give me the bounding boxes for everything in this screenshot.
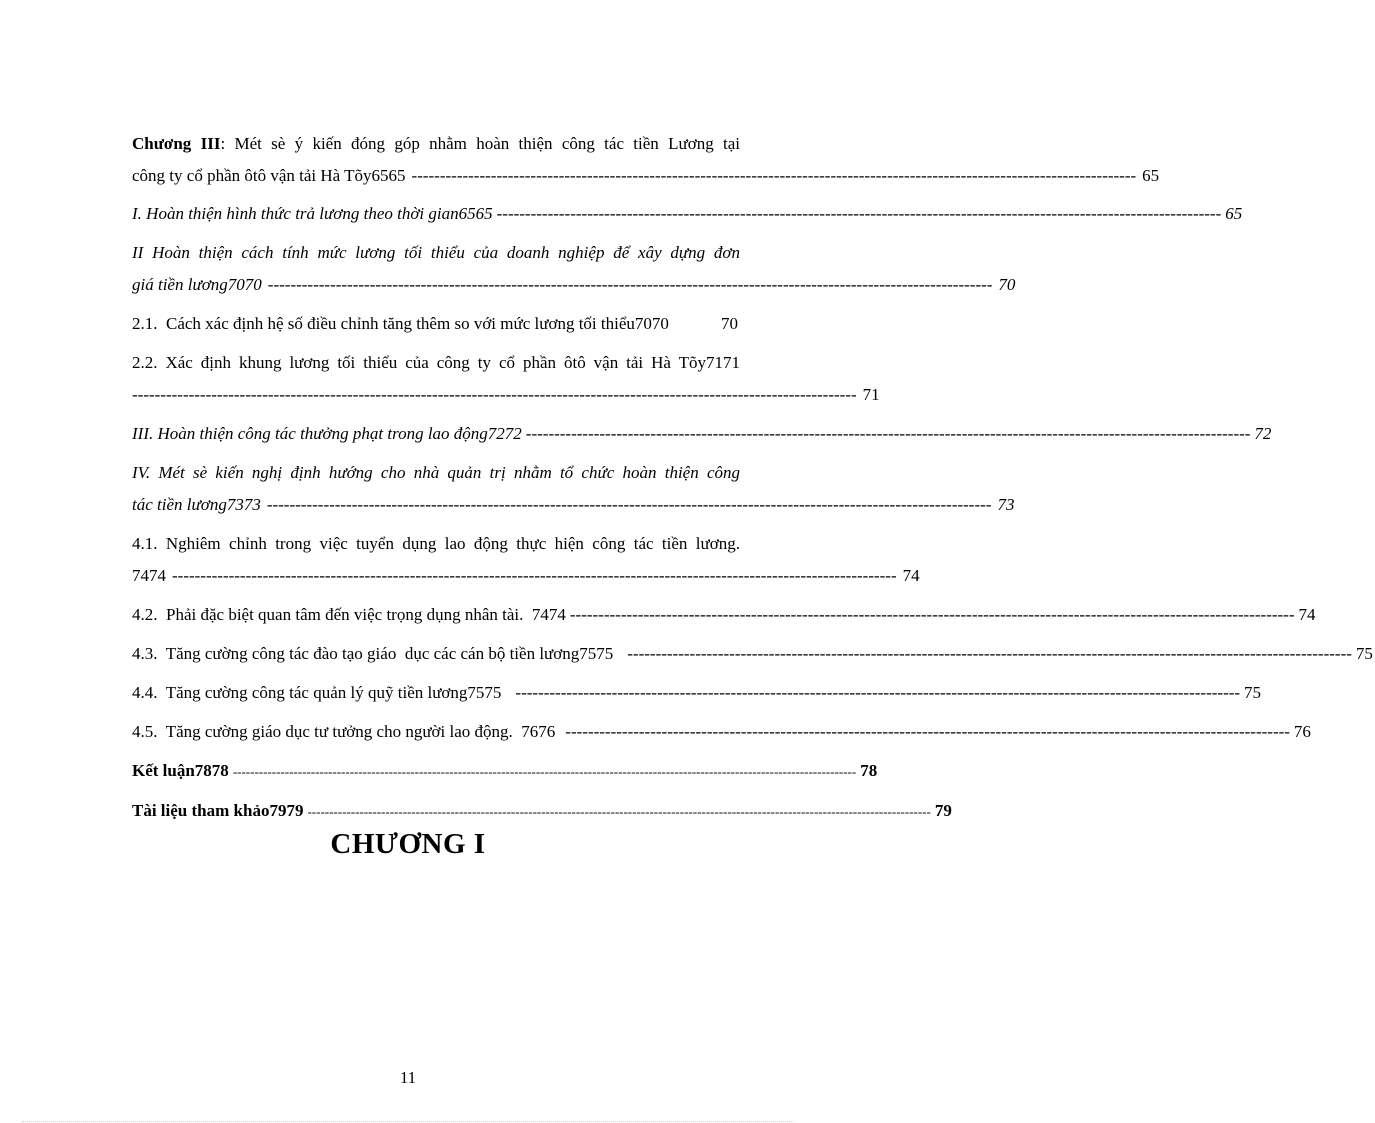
toc-page-number: 78 [860,761,878,780]
toc-page-number: 65 [1142,166,1160,185]
toc-entry-text: : Mét sè ý kiến đóng góp nhằm hoàn thiện công tác tiền Lương tại [220,134,740,153]
chapter-label: Chương III [132,134,221,153]
toc-entry-text: III. Hoàn thiện công tác thưởng phạt trong lao động7272 [132,424,522,443]
dot-leader: -------------------------------------------------------------------------------------------------------------------------------- [132,385,857,404]
toc-page-number: 73 [997,495,1015,514]
toc-entry-line [132,128,740,160]
dot-leader: -------------------------------------------------------------------------------------------------------------------------------- [496,204,1222,223]
toc-entry-text: Kết luận7878 [132,761,229,780]
dot-leader: ------------------------------------------------------------------------------------------------------------------------------------------------ [232,764,857,779]
toc-entry-text: Tài liệu tham khảo7979 [132,801,304,820]
toc-page-number: 74 [902,566,920,585]
toc-entry-conclusion [132,755,878,788]
toc-entry-line [132,560,920,592]
toc-entry-line: IV. Mét sè kiến nghị định hướng cho nhà quản trị nhằm tổ chức hoàn thiện công [132,463,740,482]
toc-entry-4-4 [132,677,1262,709]
table-of-contents [132,128,1373,835]
toc-entry-4-5 [132,716,1311,748]
toc-entry-text: giá tiền lương7070 [132,275,262,294]
page-number: 11 [399,1068,417,1087]
toc-entry-2-2 [132,347,880,411]
toc-entry-text: I. Hoàn thiện hình thức trả lương theo thời gian6565 [132,204,493,223]
toc-page-number: 71 [862,385,880,404]
toc-entry-text: 4.3. Tăng cường công tác đào tạo giáo dục các cán bộ tiền lương7575 [132,644,614,663]
toc-entry-line [132,160,1160,192]
toc-page-number: 75 [1244,683,1262,702]
toc-entry-4-2 [132,599,1316,631]
toc-page-number: 76 [1293,722,1311,741]
toc-entry-line [132,379,880,411]
toc-entry-text: 4.2. Phải đặc biệt quan tâm đến việc trọng dụng nhân tài. 7474 [132,605,566,624]
dot-leader: -------------------------------------------------------------------------------------------------------------------------------- [565,722,1290,741]
dot-leader: -------------------------------------------------------------------------------------------------------------------------------- [525,424,1251,443]
dot-leader: -------------------------------------------------------------------------------------------------------------------------------- [266,495,992,514]
dot-leader: -------------------------------------------------------------------------------------------------------------------------------- [267,275,993,294]
toc-entry-4-3 [132,638,1373,670]
toc-entry-line: II Hoàn thiện cách tính mức lương tối thiểu của doanh nghiệp để xây dựng đơn [132,243,740,262]
chapter-heading: CHƯƠNG I [330,828,486,860]
toc-entry-text: 4.4. Tăng cường công tác quản lý quỹ tiền lương7575 [132,683,502,702]
toc-entry-section-2 [132,237,1016,301]
toc-page-number: 79 [934,801,952,820]
toc-entry-chapter-3 [132,128,1160,192]
toc-entry-line: 2.2. Xác định khung lương tối thiểu của công ty cổ phần ôtô vận tải Hà Tõy7171 [132,353,740,372]
toc-page-number: 70 [998,275,1016,294]
toc-entry-text: 2.1. Cách xác định hệ số điều chỉnh tăng thêm so với mức lương tối thiểu7070 [132,314,669,333]
dot-leader: -------------------------------------------------------------------------------------------------------------------------------- [569,605,1295,624]
toc-entry-section-4 [132,457,1015,521]
toc-entry-text: 4.5. Tăng cường giáo dục tư tưởng cho người lao động. 7676 [132,722,556,741]
toc-page-number: 75 [1355,644,1373,663]
toc-entry-text: công ty cổ phần ôtô vận tải Hà Tõy6565 [132,166,406,185]
toc-page-number: 74 [1298,605,1316,624]
toc-entry-line: 4.1. Nghiêm chỉnh trong việc tuyển dụng lao động thực hiện công tác tiền lương. [132,534,740,553]
dot-leader: -------------------------------------------------------------------------------------------------------------------------------- [627,644,1352,663]
page-bottom-divider [22,1121,794,1122]
dot-leader: -------------------------------------------------------------------------------------------------------------------------------- [172,566,897,585]
dot-leader: -------------------------------------------------------------------------------------------------------------------------------- [411,166,1137,185]
dot-leader: ------------------------------------------------------------------------------------------------------------------------------------------------ [307,804,931,819]
toc-page-number: 70 [721,314,738,333]
toc-page-number: 65 [1225,204,1243,223]
toc-entry-text: 7474 [132,566,166,585]
toc-entry-4-1 [132,528,920,592]
toc-entry-text: tác tiền lương7373 [132,495,261,514]
dot-leader: -------------------------------------------------------------------------------------------------------------------------------- [515,683,1241,702]
toc-entry-section-1 [132,198,1243,230]
toc-entry-2-1 [132,308,740,340]
toc-entry-references [132,795,952,828]
toc-page-number: 72 [1254,424,1272,443]
toc-entry-line [132,489,1015,521]
toc-entry-section-3 [132,418,1272,450]
toc-entry-line [132,269,1016,301]
